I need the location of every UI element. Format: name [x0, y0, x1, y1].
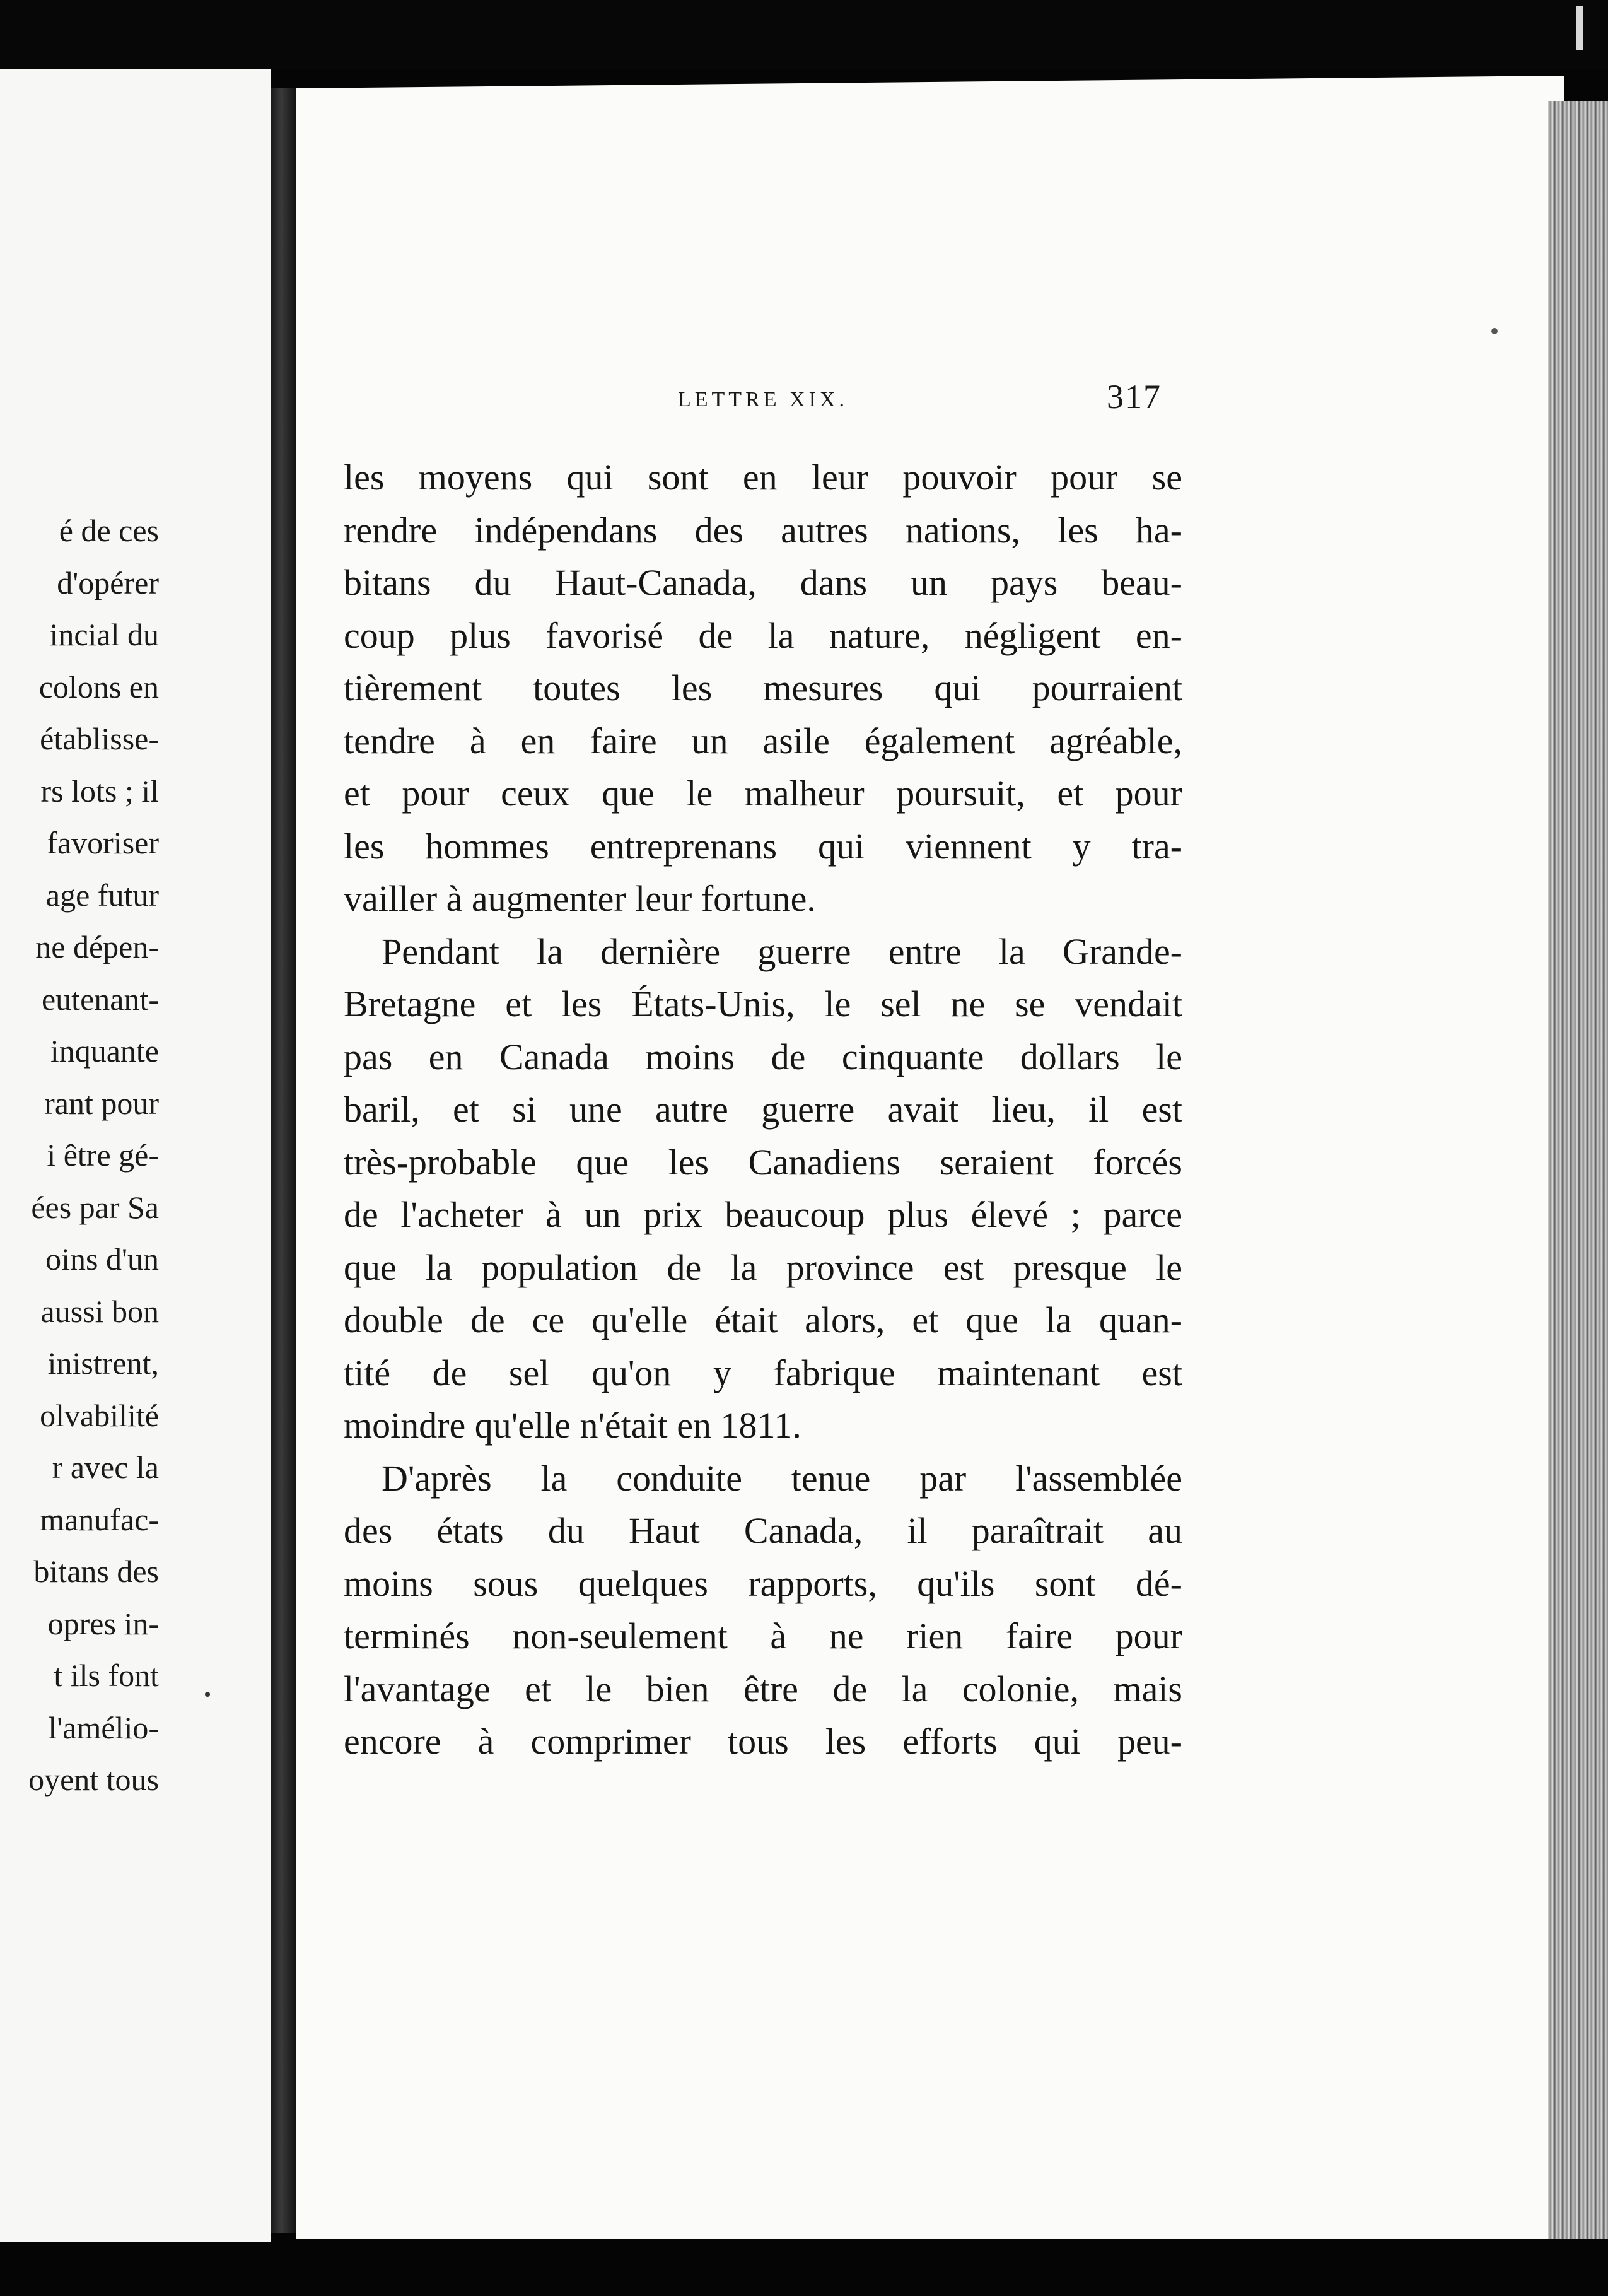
- text-line: très-probable que les Canadiens seraient forcés: [344, 1141, 1182, 1183]
- paragraph-last-line: moindre qu'elle n'était en 1811.: [344, 1405, 801, 1446]
- left-text-line: olvabilité: [40, 1397, 159, 1433]
- text-line: tité de sel qu'on y fabrique maintenant est: [344, 1352, 1182, 1393]
- left-text-line: inistrent,: [47, 1345, 159, 1381]
- text-line: coup plus favorisé de la nature, négligent en-: [344, 614, 1182, 656]
- left-page: [0, 69, 271, 2242]
- left-text-line: manufac-: [40, 1501, 159, 1537]
- scan-edge-mark: [1576, 6, 1583, 50]
- left-text-line: rs lots ; il: [40, 773, 159, 809]
- text-line: rendre indépendans des autres nations, les ha-: [344, 509, 1182, 551]
- text-line: double de ce qu'elle était alors, et que la quan-: [344, 1299, 1182, 1340]
- left-text-line: favoriser: [47, 825, 159, 860]
- left-text-line: ne dépen-: [35, 929, 159, 964]
- left-text-line: é de ces: [59, 513, 159, 548]
- text-line: moins sous quelques rapports, qu'ils sont dé-: [344, 1562, 1182, 1604]
- left-text-line: opres in-: [47, 1605, 159, 1641]
- text-line: les hommes entreprenans qui viennent y tra-: [344, 825, 1182, 867]
- left-text-line: ées par Sa: [31, 1189, 159, 1225]
- left-text-line: aussi bon: [40, 1293, 159, 1329]
- left-text-line: eutenant-: [41, 981, 159, 1017]
- left-text-line: bitans des: [33, 1554, 159, 1589]
- text-line: des états du Haut Canada, il paraîtrait au: [344, 1510, 1182, 1551]
- left-text-line: l'amélio-: [48, 1709, 159, 1745]
- left-text-line: age futur: [45, 877, 159, 913]
- text-line: que la population de la province est presque le: [344, 1246, 1182, 1288]
- left-text-line: rant pour: [44, 1085, 159, 1121]
- left-text-line: incial du: [49, 617, 159, 652]
- left-text-line: oyent tous: [28, 1762, 159, 1797]
- paragraph-first-line: D'après la conduite tenue par l'assemblée: [382, 1457, 1182, 1499]
- text-line: encore à comprimer tous les efforts qui peu-: [344, 1721, 1182, 1762]
- left-text-line: oins d'un: [45, 1241, 159, 1277]
- text-line: tendre à en faire un asile également agréable,: [344, 720, 1182, 761]
- running-head: LETTRE XIX.: [678, 388, 848, 411]
- text-line: et pour ceux que le malheur poursuit, et pour: [344, 773, 1182, 814]
- left-text-line: d'opérer: [57, 565, 159, 600]
- left-text-line: colons en: [38, 669, 159, 705]
- book-gutter: [271, 88, 296, 2233]
- text-line: bitans du Haut-Canada, dans un pays beau-: [344, 562, 1182, 603]
- text-line: baril, et si une autre guerre avait lieu, il est: [344, 1089, 1182, 1130]
- text-line: pas en Canada moins de cinquante dollars le: [344, 1036, 1182, 1077]
- ink-speck: [1491, 328, 1498, 334]
- text-line: les moyens qui sont en leur pouvoir pour se: [344, 457, 1182, 498]
- text-line: Bretagne et les États-Unis, le sel ne se vendait: [344, 983, 1182, 1024]
- left-text-line: inquante: [50, 1033, 159, 1069]
- left-text-line: t ils font: [54, 1658, 159, 1693]
- left-text-line: r avec la: [52, 1450, 159, 1485]
- paragraph-last-line: vailler à augmenter leur fortune.: [344, 878, 816, 919]
- page-fore-edge: [1548, 101, 1608, 2239]
- text-line: de l'acheter à un prix beaucoup plus élevé ; parce: [344, 1194, 1182, 1235]
- paragraph-first-line: Pendant la dernière guerre entre la Grande-: [382, 930, 1182, 972]
- scan-top-border: [0, 0, 1608, 69]
- left-text-line: établisse-: [40, 721, 159, 756]
- text-line: tièrement toutes les mesures qui pourraient: [344, 667, 1182, 708]
- text-line: terminés non-seulement à ne rien faire pour: [344, 1615, 1182, 1656]
- text-line: l'avantage et le bien être de la colonie, mais: [344, 1668, 1182, 1709]
- page-number: 317: [1107, 378, 1162, 416]
- ink-speck: [205, 1692, 210, 1697]
- left-text-line: i être gé-: [47, 1137, 159, 1173]
- left-page-text: [0, 505, 159, 1806]
- page-body-text: [344, 451, 1182, 1768]
